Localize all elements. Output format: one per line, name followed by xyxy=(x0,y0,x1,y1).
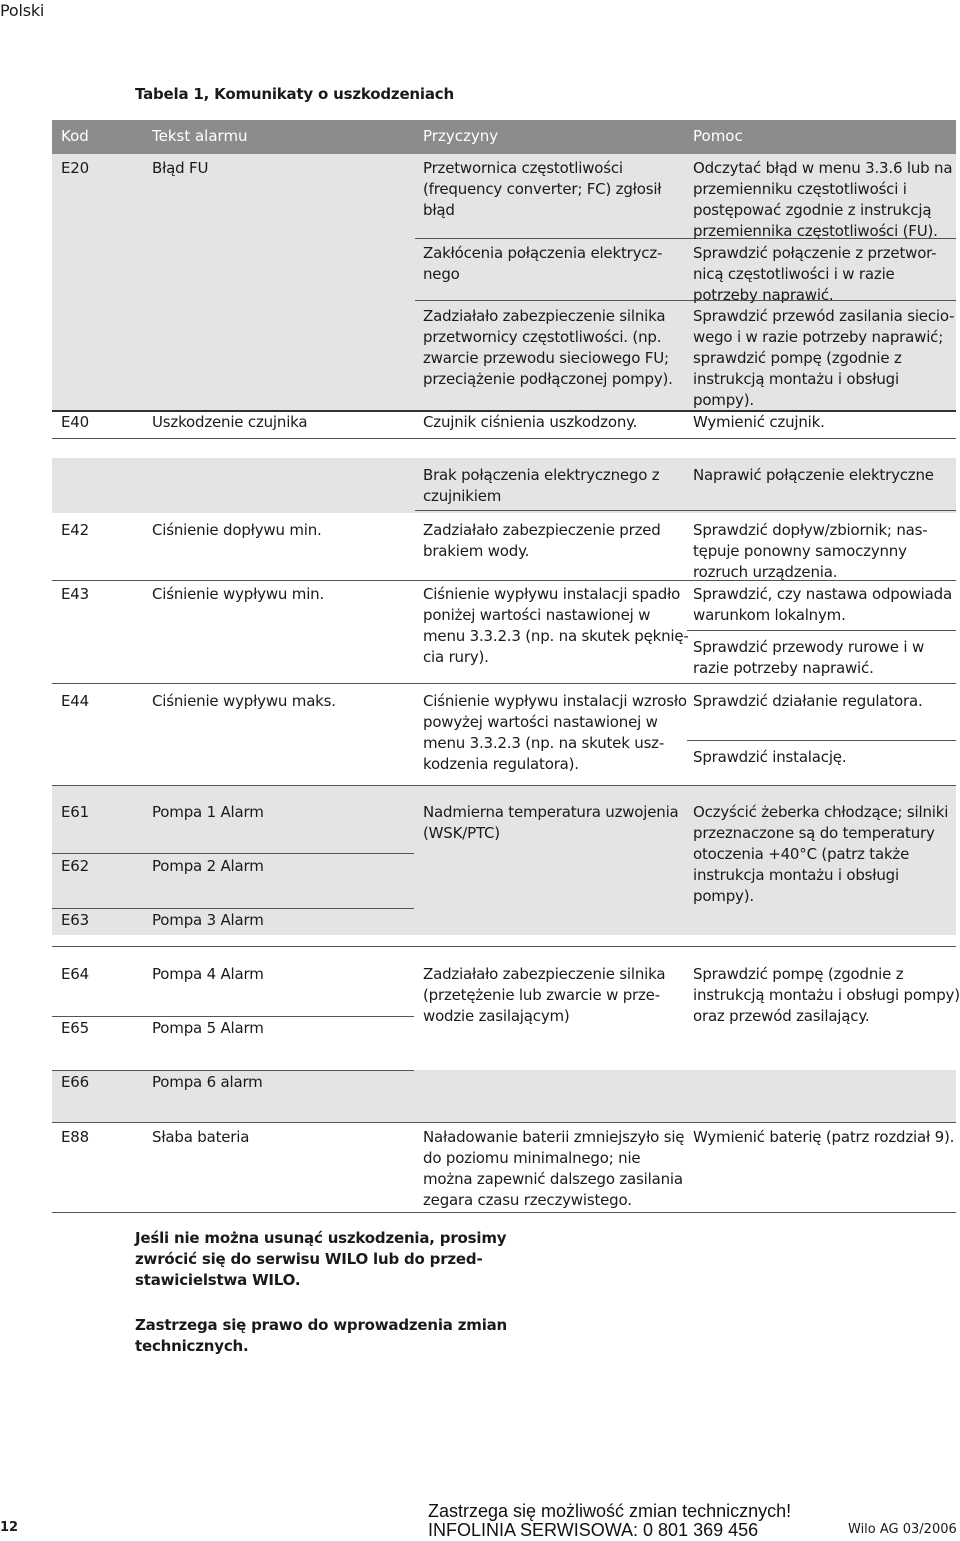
divider xyxy=(52,785,956,786)
row-e88-help: Wymienić baterię (patrz rozdział 9). xyxy=(693,1128,955,1146)
row-e62-alarm: Pompa 2 Alarm xyxy=(152,857,264,875)
row-e40-cause-1: Czujnik ciśnienia uszkodzony. xyxy=(423,413,638,431)
language-label: Polski xyxy=(0,1,45,20)
divider xyxy=(687,630,956,631)
row-e88-alarm: Słaba bateria xyxy=(152,1128,250,1146)
footer-disclaimer: Zastrzega się możliwość zmian technicznych! xyxy=(428,1501,792,1521)
row-e44-help-2: Sprawdzić instalację. xyxy=(693,748,847,766)
row-e42-alarm: Ciśnienie dopływu min. xyxy=(152,521,322,539)
row-e40-alarm: Uszkodzenie czujnika xyxy=(152,413,308,431)
rights-note: Zastrzega się prawo do wprowadzenia zmian technicznych. xyxy=(135,1316,508,1355)
row-e40-code: E40 xyxy=(61,413,89,431)
header-alarm: Tekst alarmu xyxy=(152,127,248,145)
row-e64-code: E64 xyxy=(61,965,89,983)
divider xyxy=(52,1122,956,1123)
divider xyxy=(415,510,956,511)
row-e20-cause-1: Przetwornica częstotliwości (frequency converter; FC) zgłosił błąd xyxy=(423,159,662,219)
divider xyxy=(52,908,414,909)
row-e66-code: E66 xyxy=(61,1073,89,1091)
divider xyxy=(52,853,414,854)
page-number: 12 xyxy=(0,1520,19,1535)
row-e65-code: E65 xyxy=(61,1019,89,1037)
divider xyxy=(52,1212,956,1213)
row-e44-cause: Ciśnienie wypływu instalacji wzrosło powyżej wartości nastawionej w menu 3.3.2.3 (np. na skutek usz- kodzenia regulatora). xyxy=(423,692,687,773)
row-e20-cause-2: Zakłócenia połączenia elektrycz- nego xyxy=(423,244,663,283)
row-e44-code: E44 xyxy=(61,692,89,710)
divider xyxy=(52,683,956,684)
row-e44-alarm: Ciśnienie wypływu maks. xyxy=(152,692,336,710)
row-e20-help-2: Sprawdzić połączenie z przetwor- nicą częstotliwości i w razie potrzeby naprawić. xyxy=(693,244,937,304)
row-e20-help-3: Sprawdzić przewód zasilania siecio- wego i w razie potrzeby naprawić; sprawdzić pompę (zgodnie z instrukcją montażu i obsługi pompy). xyxy=(693,307,955,409)
row-e43-help-1: Sprawdzić, czy nastawa odpowiada warunkom lokalnym. xyxy=(693,585,952,624)
row-e43-code: E43 xyxy=(61,585,89,603)
row-e88-code: E88 xyxy=(61,1128,89,1146)
row-e44-help-1: Sprawdzić działanie regulatora. xyxy=(693,692,923,710)
row-e20-cause-3: Zadziałało zabezpieczenie silnika przetwornicy częstotliwości. (np. zwarcie przewodu sieciowego FU; przeciążenie podłączonej pompy). xyxy=(423,307,673,388)
row-e20-help-1: Odczytać błąd w menu 3.3.6 lub na przemienniku częstotliwości i postępować zgodnie z instrukcją przemiennika częstotliwości (FU). xyxy=(693,159,953,240)
row-e66-alarm: Pompa 6 alarm xyxy=(152,1073,263,1091)
row-e61-63-cause: Nadmierna temperatura uzwojenia (WSK/PTC) xyxy=(423,803,679,842)
row-e42-help: Sprawdzić dopływ/zbiornik; nas- tępuje ponowny samoczynny rozruch urządzenia. xyxy=(693,521,928,581)
row-e43-cause: Ciśnienie wypływu instalacji spadło poniżej wartości nastawionej w menu 3.3.2.3 (np. na skutek pęknię- cia rury). xyxy=(423,585,689,666)
table-header xyxy=(52,120,956,154)
row-e40-help-2: Naprawić połączenie elektryczne xyxy=(693,466,934,484)
row-e64-alarm: Pompa 4 Alarm xyxy=(152,965,264,983)
row-e63-alarm: Pompa 3 Alarm xyxy=(152,911,264,929)
row-e63-code: E63 xyxy=(61,911,89,929)
table-title: Tabela 1, Komunikaty o uszkodzeniach xyxy=(135,85,454,103)
row-e61-63-help: Oczyścić żeberka chłodzące; silniki przeznaczone są do temperatury otoczenia +40°C (patrz także instrukcja montażu i obsługi pompy). xyxy=(693,803,949,905)
row-e43-alarm: Ciśnienie wypływu min. xyxy=(152,585,325,603)
row-e43-help-2: Sprawdzić przewody rurowe i w razie potrzeby naprawić. xyxy=(693,638,925,677)
row-e61-alarm: Pompa 1 Alarm xyxy=(152,803,264,821)
row-e42-code: E42 xyxy=(61,521,89,539)
divider xyxy=(687,740,956,741)
row-e61-code: E61 xyxy=(61,803,89,821)
row-e62-code: E62 xyxy=(61,857,89,875)
footer-hotline: INFOLINIA SERWISOWA: 0 801 369 456 xyxy=(428,1520,759,1540)
row-e88-cause: Naładowanie baterii zmniejszyło się do poziomu minimalnego; nie można zapewnić dalszego zasilania zegara czasu rzeczywistego. xyxy=(423,1128,685,1209)
row-e64-66-help: Sprawdzić pompę (zgodnie z instrukcją montażu i obsługi pompy) oraz przewód zasilający. xyxy=(693,965,960,1025)
service-note: Jeśli nie można usunąć uszkodzenia, prosimy zwrócić się do serwisu WILO lub do przed- stawicielstwa WILO. xyxy=(135,1229,507,1289)
row-e20-code: E20 xyxy=(61,159,89,177)
header-causes: Przyczyny xyxy=(423,127,499,145)
footer-brand: Wilo AG 03/2006 xyxy=(848,1522,957,1537)
row-e20-alarm: Błąd FU xyxy=(152,159,209,177)
divider xyxy=(52,946,956,947)
row-e40-help-1: Wymienić czujnik. xyxy=(693,413,825,431)
header-code: Kod xyxy=(61,127,89,145)
row-e40-cause-2: Brak połączenia elektrycznego z czujnikiem xyxy=(423,466,660,505)
divider xyxy=(52,1016,414,1017)
row-e64-66-cause: Zadziałało zabezpieczenie silnika (przetężenie lub zwarcie w prze- wodzie zasilającym) xyxy=(423,965,666,1025)
divider xyxy=(52,1070,414,1071)
header-help: Pomoc xyxy=(693,127,743,145)
row-e65-alarm: Pompa 5 Alarm xyxy=(152,1019,264,1037)
divider xyxy=(52,438,956,439)
row-e42-cause: Zadziałało zabezpieczenie przed brakiem wody. xyxy=(423,521,661,560)
